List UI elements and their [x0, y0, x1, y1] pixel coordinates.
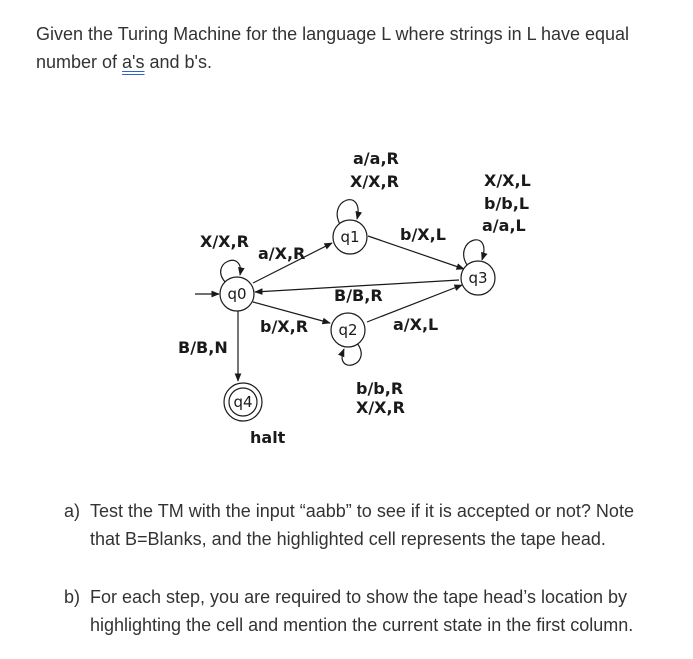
label-q0-q4: B/B,N	[178, 338, 228, 357]
intro-line-1: Given the Turing Machine for the language L where strings in L have equal	[36, 24, 630, 44]
label-q2-loop-2: X/X,R	[356, 398, 405, 417]
question-b-marker: b)	[64, 587, 81, 607]
label-halt: halt	[250, 428, 286, 447]
state-q4-final	[224, 383, 262, 421]
state-q2-label: q2	[338, 321, 358, 339]
label-q3-q0: B/B,R	[334, 286, 383, 305]
question-a	[64, 497, 664, 553]
intro-line-2-end: and b's.	[144, 52, 212, 72]
label-q2-q3: a/X,L	[393, 315, 439, 334]
question-a-marker: a)	[64, 501, 81, 521]
state-q3-label: q3	[468, 269, 488, 287]
label-q3-loop-1: X/X,L	[484, 171, 531, 190]
label-q3-loop-2: b/b,L	[484, 194, 530, 213]
label-q1-loop-1: a/a,R	[353, 149, 399, 168]
state-q4-label: q4	[233, 393, 253, 411]
question-b-text: For each step, you are required to show the tape head’s location by highlighting the cell and mention the current state in the first column.	[90, 587, 634, 635]
state-q2	[331, 313, 365, 347]
label-q2-loop-1: b/b,R	[356, 379, 404, 398]
label-q1-loop-2: X/X,R	[350, 172, 399, 191]
state-q3	[461, 261, 495, 295]
state-q1-label: q1	[340, 228, 360, 246]
intro-underlined-word: a's	[122, 52, 145, 72]
label-q3-loop-3: a/a,L	[482, 216, 526, 235]
question-a-text: Test the TM with the input “aabb” to see if it is accepted or not? Note that B=Blanks, and the highlighted cell represents the tape head.	[90, 501, 634, 549]
state-q0	[220, 277, 254, 311]
intro-line-2-start: number of	[36, 52, 123, 72]
label-q0-q2: b/X,R	[260, 317, 309, 336]
state-q1	[333, 220, 367, 254]
question-b	[64, 583, 664, 639]
label-q1-q3: b/X,L	[400, 225, 446, 244]
state-q0-label: q0	[227, 285, 247, 303]
label-q0-q1: a/X,R	[258, 244, 306, 263]
label-q0-loop: X/X,R	[200, 232, 249, 251]
